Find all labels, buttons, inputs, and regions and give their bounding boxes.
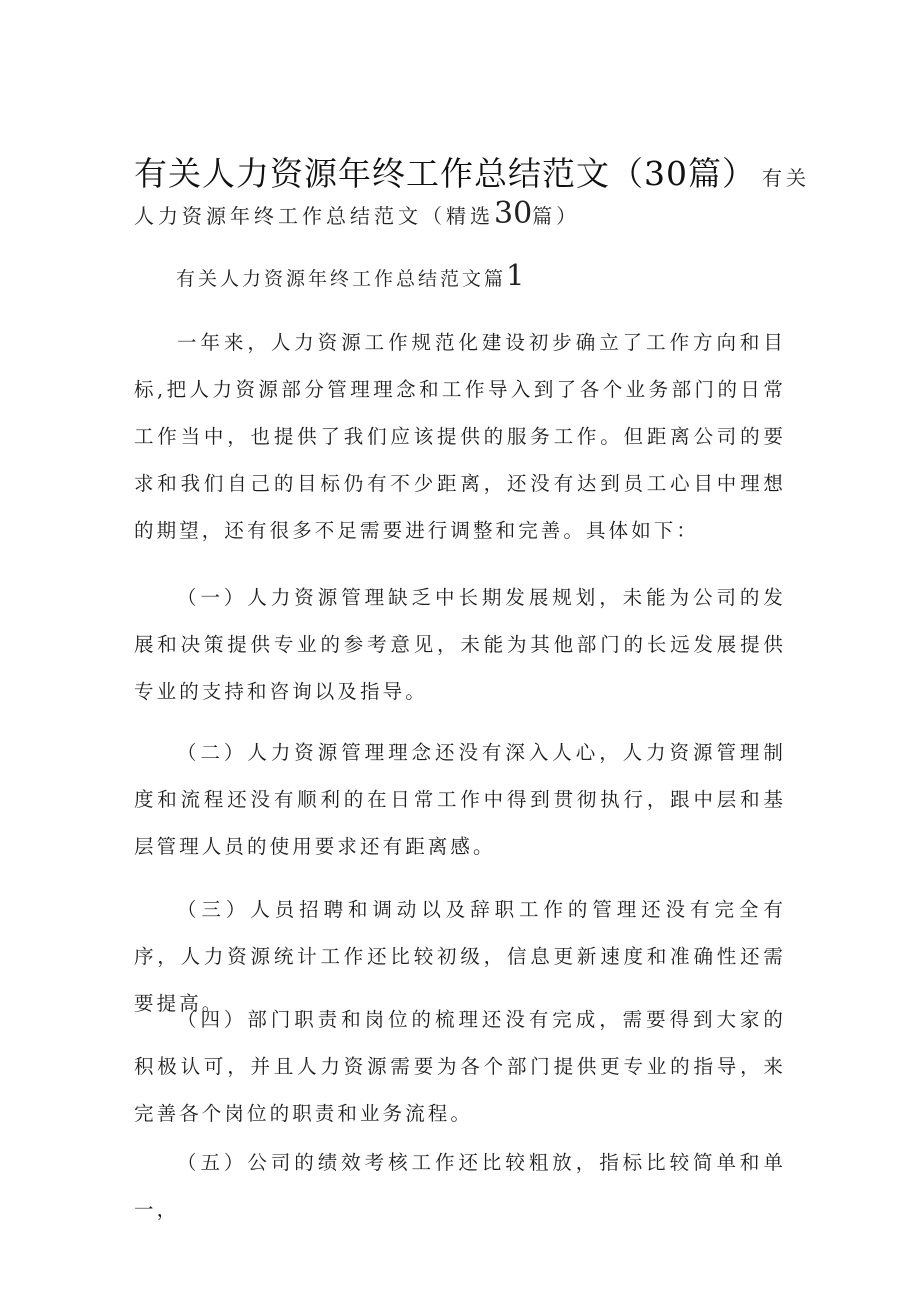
section-heading-number: 1	[506, 258, 525, 292]
paragraph-intro: 一年来，人力资源工作规范化建设初步确立了工作方向和目标,把人力资源部分管理理念和工作导入到了各个业务部门的日常工作当中，也提供了我们应该提供的服务工作。但距离公司的要求和我们自己的目标仍有不少距离，还没有达到员工心目中理想的期望，还有很多不足需要进行调整和完善。具体如下：	[134, 331, 786, 542]
document-subtitle	[134, 196, 580, 231]
document-title	[134, 148, 810, 195]
subtitle-text: 人力资源年终工作总结范文（精选	[134, 204, 494, 228]
title-main: 有关人力资源年终工作总结范文（30篇）	[134, 154, 756, 193]
subtitle-number: 30	[494, 196, 533, 231]
paragraph-item-1: （一）人力资源管理缺乏中长期发展规划，未能为公司的发展和决策提供专业的参考意见，未能为其他部门的长远发展提供专业的支持和咨询以及指导。	[134, 586, 786, 703]
title-tail: 有关	[762, 166, 810, 190]
paragraph-item-4: （四）部门职责和岗位的梳理还没有完成，需要得到大家的积极认可，并且人力资源需要为各个部门提供更专业的指导，来完善各个岗位的职责和业务流程。	[134, 1008, 786, 1125]
paragraph-item-2: （二）人力资源管理理念还没有深入人心，人力资源管理制度和流程还没有顺利的在日常工作中得到贯彻执行，跟中层和基层管理人员的使用要求还有距离感。	[134, 741, 786, 858]
subtitle-end: 篇）	[532, 204, 581, 228]
section-heading	[176, 258, 524, 292]
paragraph-item-3: （三）人员招聘和调动以及辞职工作的管理还没有完全有序，人力资源统计工作还比较初级，信息更新速度和准确性还需要提高。	[134, 898, 786, 1015]
section-heading-text: 有关人力资源年终工作总结范文篇	[176, 268, 507, 290]
paragraph-item-5: （五）公司的绩效考核工作还比较粗放，指标比较简单和单一，	[134, 1151, 786, 1221]
